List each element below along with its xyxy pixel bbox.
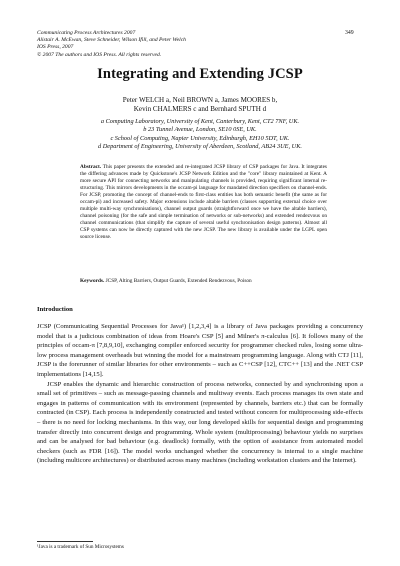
header-line: © 2007 The authors and IOS Press. All rights reserved. <box>37 51 162 58</box>
paragraph: JCSP (Communicating Sequential Processes for Java¹) [1,2,3,4] is a library of Java packages providing a concurrency model that is a judicious combination of ideas from Hoare's CSP [5] and Milner's π-calculus [6]. It follows many of the principles of occam-π [7,8,9,10], exchanging compiler enforced security for programmer checked rules, losing some ultra-low process management overheads but winning the model for a mainstream programming language. Along with CTJ [11], JCSP is the forerunner of similar libraries for other environments – such as C++CSP [12], CTC++ [13] and the .NET CSP implementations [14,15]. <box>37 323 363 378</box>
abstract <box>80 164 327 241</box>
affiliation: b 23 Tunnel Avenue, London, SE10 0SE, UK. <box>143 126 257 134</box>
section-heading: Introduction <box>37 306 73 313</box>
author-line: Kevin CHALMERS c and Bernhard SPUTH d <box>133 105 267 114</box>
footnote-rule <box>37 541 93 542</box>
author-line: Peter WELCH a, Neil BROWN a, James MOORES b, <box>122 96 278 104</box>
header-line: Alistair A. McEwan, Steve Schneider, Wilson Ifill, and Peter Welch <box>37 37 186 44</box>
header-line: IOS Press, 2007 <box>37 44 74 51</box>
page-number: 349 <box>345 30 354 36</box>
paper-title: Integrating and Extending JCSP <box>97 66 303 82</box>
author-list <box>0 96 400 115</box>
affiliation: c School of Computing, Napier University, Edinburgh, EH10 5DT, UK. <box>110 134 290 142</box>
affiliation-list <box>0 118 400 151</box>
header-line: Communicating Process Architectures 2007 <box>37 30 136 36</box>
footnote: ¹Java is a trademark of Sun Microsystems <box>37 544 124 550</box>
paragraph: JCSP enables the dynamic and hierarchic construction of process networks, connected by and synchronising upon a small set of primitives – such as message-passing channels and multiway events. Each process manages its own state and engages in patterns of communication with its environment (represented by channels, barriers etc.) that can be formally contracted (in CSP). Each process is independently constructed and tested without concern for multiprocessing side-effects – there is no need for locking mechanisms. In this way, our long developed skills for sequential design and programming transfer directly into concurrent design and programming. Whole system (multiprocessing) behaviour yields no surprises and can be analysed for bad behaviour (e.g. deadlock) formally, with the option of assistance from automated model checkers (such as FDR [16]). The model works unchanged whether the concurrency is internal to a single machine (including multicore architectures) or distributed across many machines (including workstation clusters and the Internet). <box>37 380 363 465</box>
abstract-text: This paper presents the extended and re-integrated JCSP library of CSP packages for Java. It integrates the differing advances made by Quickstone's JCSP Network Edition and the "core" library maintained at Kent. A more secure API for connecting networks and manipulating channels is provided, requiring significant internal re-structuring. This mirrors developments in the occam-pi language for mandated direction specifiers on channel-ends. For JCSP, promoting the concept of channel-ends to first-class entities has both semantic benefit (the same as for occam-pi) and increased safety. Major extensions include altable barriers (classes supporting external choice over multiple multi-way synchronisations), channel output guards (straightforward once we have the altable barriers), channel poisoning (for the safe and simple termination of networks or sub-networks) and extended rendezvous on channel communications (that simplify the capture of several useful synchronisation design patterns). Almost all CSP systems can now be directly captured with the new JCSP. The new library is available under the LGPL open source license. <box>80 164 327 240</box>
keywords <box>80 278 327 285</box>
affiliation: a Computing Laboratory, University of Kent, Canterbury, Kent, CT2 7NF, UK. <box>100 118 300 125</box>
running-header <box>37 30 367 59</box>
affiliation: d Department of Engineering, University of Aberdeen, Scotland, AB24 3UE, UK. <box>98 142 302 150</box>
abstract-label: Abstract. <box>80 164 102 170</box>
keywords-text: JCSP, Alting Barriers, Output Guards, Extended Rendezvous, Poison <box>105 278 252 284</box>
section-body <box>37 322 363 466</box>
keywords-label: Keywords. <box>80 278 105 284</box>
